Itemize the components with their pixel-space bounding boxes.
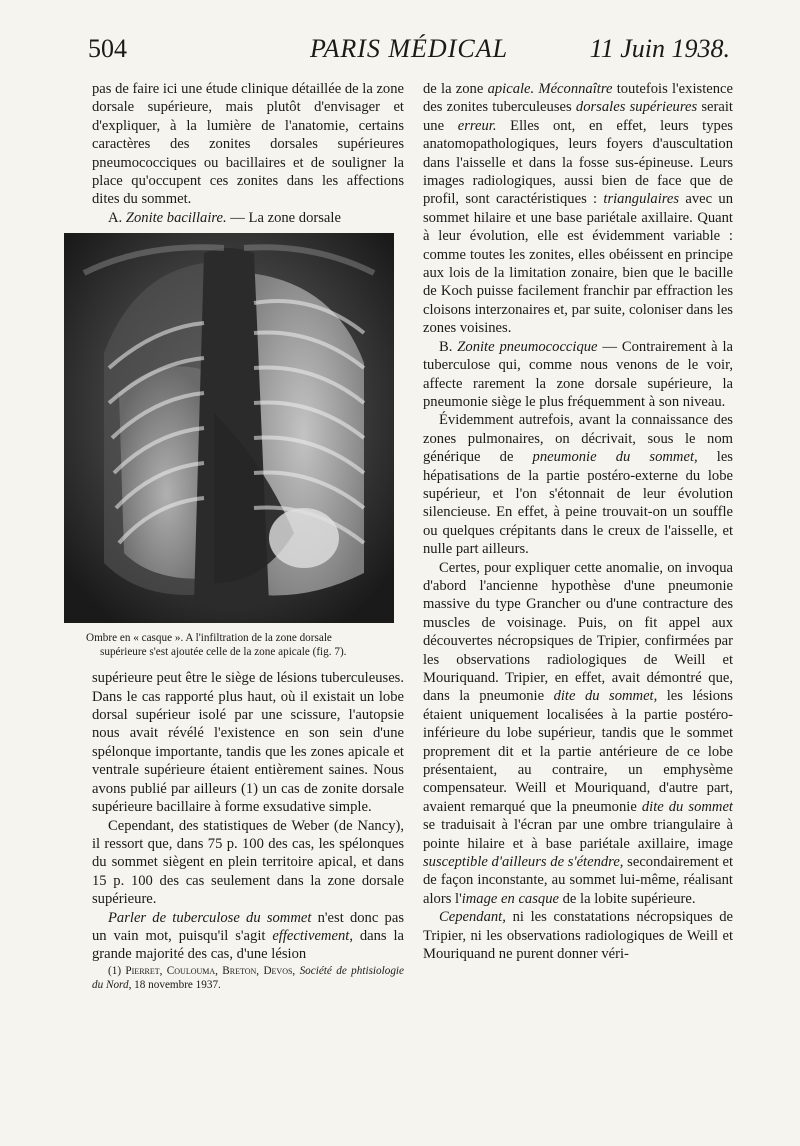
journal-title: PARIS MÉDICAL xyxy=(309,34,509,63)
paragraph: Certes, pour expliquer cette anomalie, on invoqua d'abord l'ancienne hypothèse d'une pneumonie massive du type Grancher ou d'une contracture des muscles de voisinage. Puis, on fit appel aux découvertes nécropsiques de Tripier, confirmées par les observations radiologiques de Weill et Mouriquand. Tripier, en effet, avait démontré que, dans la pneumonie dite du sommet, les lésions étaient uniquement localisées à la partie postéro-inférieure du lobe supérieur, tandis que le sommet proprement dit et la partie antérieure de ce lobe présentaient, au contraire, un emphysème compensateur. Weill et Mouriquand, d'autre part, avaient remarqué que la pneumonie dite du sommet se traduisait à l'écran par une ombre triangulaire à pointe hilaire et à base pariétale axillaire, image susceptible d'ailleurs de s'étendre, secondairement et de façon inconstante, au sommet lui-même, réalisant alors l'image en casque de la lobite supérieure. xyxy=(423,559,733,907)
figure-caption: Ombre en « casque ». A l'infiltration de la zone dorsale supérieure s'est ajoutée celle de la zone apicale (fig. 7). xyxy=(86,632,347,659)
paragraph: Parler de tuberculose du sommet n'est donc pas un vain mot, puisqu'il s'agit effectivement, dans la grande majorité des cas, d'une lésion xyxy=(92,909,405,963)
paragraph: Cependant, ni les constatations nécropsiques de Tripier, ni les observations radiologiques de Weill et Mouriquand ne purent donner véri- xyxy=(423,909,733,963)
section-heading-a: A. Zonite bacillaire. — La zone dorsale xyxy=(108,209,341,226)
left-column xyxy=(86,80,405,992)
paragraph: de la zone apicale. Méconnaître toutefois l'existence des zonites tuberculeuses dorsales supérieures serait une erreur. Elles ont, en effet, leurs types anatomopathologiques, leurs foyers d'auscultation dans l'aisselle et dans la fosse sus-épineuse. Leurs images radiologiques, aussi bien de face que de profil, sont caractéristiques : triangulaires avec un sommet hilaire et une base pariétale axillaire. Quant à leur évolution, elle est évidemment variable : comme toutes les zonites, elles obéissent en principe aux lois de la limitation zonaire, bien que le bacille de Koch puisse facilement franchir par effraction les cloisons interzonaires et, par suite, coloniser dans les zones voisines. xyxy=(423,81,733,337)
paragraph: pas de faire ici une étude clinique détaillée de la zone dorsale supérieure, mais plutôt d'envisager et d'expliquer, à la lumière de l'anatomie, certains caractères des zonites dorsales supérieures pneumococciques ou bacillaires et de souligner la place qu'occupent ces zonites dans les affections dites du sommet. xyxy=(92,81,404,208)
chest-xray-figure xyxy=(64,233,394,623)
issue-date: 11 Juin 1938. xyxy=(589,34,730,63)
footnote: (1) Pierret, Coulouma, Breton, Devos, Société de phtisiologie du Nord, 18 novembre 1937. xyxy=(92,964,404,991)
section-heading-b: B. Zonite pneumococcique — Contrairement à la tuberculose qui, comme nous venons de le voir, affecte rarement la zone dorsale supérieure, la pneumonie siège le plus fréquemment à son niveau. xyxy=(423,338,733,410)
page-number: 504 xyxy=(88,34,127,63)
paragraph: Cependant, des statistiques de Weber (de Nancy), il ressort que, dans 75 p. 100 des cas, les spélonques du sommet siègent en plein territoire apical, et dans 15 p. 100 des cas seulement dans la zone dorsale supérieure. xyxy=(92,817,404,908)
page-header xyxy=(88,34,730,74)
chest-xray-image xyxy=(64,233,394,623)
paragraph: supérieure peut être le siège de lésions tuberculeuses. Dans le cas rapporté plus haut, où il existait un lobe dorsal supérieur isolé par une scissure, l'autopsie nous avait révélé l'existence en son sein d'une spélonque importante, tandis que les zones apicale et ventrale supérieure étaient entièrement saines. Nous avons publié par ailleurs (1) un cas de zonite dorsale supérieure bacillaire à forme exsudative simple. xyxy=(92,670,404,816)
right-column xyxy=(423,80,733,964)
paragraph: Évidemment autrefois, avant la connaissance des zones pulmonaires, on décrivait, sous le nom générique de pneumonie du sommet, les hépatisations de la partie postéro-externe du lobe supérieur, et l'on s'étonnait de leur évolution silencieuse. En effet, à peine trouvait-on un souffle ou quelques crépitants dans le creux de l'aisselle, et nulle part ailleurs. xyxy=(423,412,733,558)
